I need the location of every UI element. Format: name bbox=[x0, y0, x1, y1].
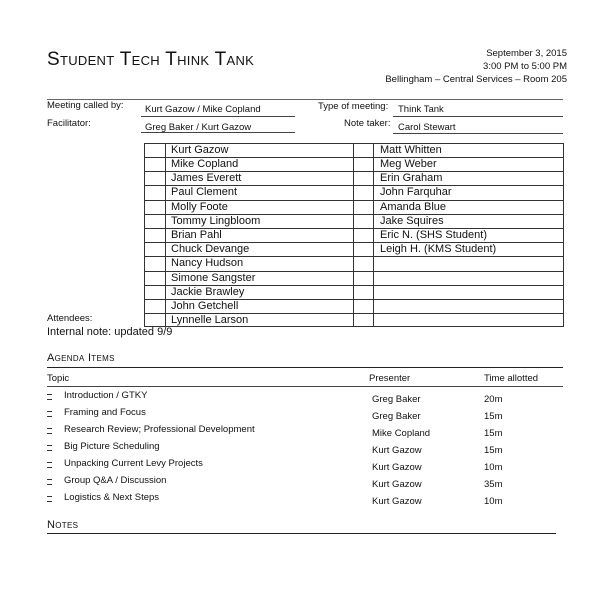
called-by-underline bbox=[141, 116, 295, 117]
attendee: Mike Copland bbox=[171, 158, 239, 170]
checkbox-icon bbox=[47, 428, 52, 434]
agenda-header-divider bbox=[47, 386, 563, 387]
type-underline bbox=[393, 116, 563, 117]
agenda-divider bbox=[47, 367, 563, 368]
meeting-date: September 3, 2015 bbox=[486, 48, 567, 59]
attendee: Amanda Blue bbox=[380, 201, 447, 213]
agenda-topic: Big Picture Scheduling bbox=[64, 441, 160, 452]
attendee: Matt Whitten bbox=[380, 144, 442, 156]
checkbox-icon bbox=[47, 462, 52, 468]
attendee: Jackie Brawley bbox=[171, 286, 245, 298]
meeting-time: 3:00 PM to 5:00 PM bbox=[483, 61, 567, 72]
checkbox-icon bbox=[47, 479, 52, 485]
agenda-topic: Logistics & Next Steps bbox=[64, 492, 160, 503]
agenda-presenter: Greg Baker bbox=[372, 394, 421, 405]
agenda-heading: Agenda Items bbox=[47, 352, 115, 364]
agenda-presenter: Mike Copland bbox=[372, 428, 431, 439]
attendee: Molly Foote bbox=[171, 201, 228, 213]
agenda-topic: Introduction / GTKY bbox=[64, 390, 148, 401]
notes-heading: Notes bbox=[47, 519, 79, 531]
checkbox-icon bbox=[47, 496, 52, 502]
agenda-topic: Group Q&A / Discussion bbox=[64, 475, 167, 486]
agenda-presenter: Kurt Gazow bbox=[372, 496, 422, 507]
time-column-header: Time allotted bbox=[484, 373, 539, 384]
notes-divider bbox=[47, 533, 556, 534]
agenda-topic: Research Review; Professional Development bbox=[64, 424, 255, 435]
agenda-time: 10m bbox=[484, 462, 503, 473]
internal-note: Internal note: updated 9/9 bbox=[47, 326, 173, 338]
attendee: Lynnelle Larson bbox=[171, 314, 249, 326]
agenda-topic: Framing and Focus bbox=[64, 407, 146, 418]
checkbox-icon bbox=[47, 411, 52, 417]
attendee: Erin Graham bbox=[380, 172, 443, 184]
called-by-label: Meeting called by: bbox=[47, 100, 124, 111]
checkbox-icon bbox=[47, 445, 52, 451]
attendee: Chuck Devange bbox=[171, 243, 250, 255]
attendee: Jake Squires bbox=[380, 215, 444, 227]
page-title: Student Tech Think Tank bbox=[47, 49, 255, 70]
attendee: Nancy Hudson bbox=[171, 257, 244, 269]
attendee: Kurt Gazow bbox=[171, 144, 229, 156]
type-label: Type of meeting: bbox=[318, 101, 389, 112]
agenda-time: 15m bbox=[484, 411, 503, 422]
agenda-time: 15m bbox=[484, 445, 503, 456]
note-taker-value: Carol Stewart bbox=[398, 122, 456, 133]
attendees-label: Attendees: bbox=[47, 313, 93, 324]
header-divider bbox=[47, 99, 563, 100]
checkbox-icon bbox=[47, 394, 52, 400]
agenda-presenter: Greg Baker bbox=[372, 411, 421, 422]
meeting-location: Bellingham – Central Services – Room 205 bbox=[385, 74, 567, 85]
attendee: Brian Pahl bbox=[171, 229, 222, 241]
agenda-presenter: Kurt Gazow bbox=[372, 445, 422, 456]
attendee: Eric N. (SHS Student) bbox=[380, 229, 487, 241]
attendees-table bbox=[144, 143, 564, 327]
attendee: Paul Clement bbox=[171, 186, 238, 198]
attendee: Simone Sangster bbox=[171, 272, 256, 284]
type-value: Think Tank bbox=[398, 104, 444, 115]
facilitator-label: Facilitator: bbox=[47, 118, 91, 129]
agenda-time: 35m bbox=[484, 479, 503, 490]
agenda-topic: Unpacking Current Levy Projects bbox=[64, 458, 203, 469]
agenda-presenter: Kurt Gazow bbox=[372, 479, 422, 490]
called-by-value: Kurt Gazow / Mike Copland bbox=[145, 104, 261, 115]
attendee: Meg Weber bbox=[380, 158, 437, 170]
presenter-column-header: Presenter bbox=[369, 373, 411, 384]
attendee: James Everett bbox=[171, 172, 242, 184]
facilitator-value: Greg Baker / Kurt Gazow bbox=[145, 122, 252, 133]
topic-column-header: Topic bbox=[47, 373, 70, 384]
agenda-time: 15m bbox=[484, 428, 503, 439]
note-taker-underline bbox=[393, 133, 563, 134]
attendee: John Getchell bbox=[171, 300, 239, 312]
attendee: Leigh H. (KMS Student) bbox=[380, 243, 497, 255]
attendee: Tommy Lingbloom bbox=[171, 215, 261, 227]
agenda-time: 20m bbox=[484, 394, 503, 405]
note-taker-label: Note taker: bbox=[344, 118, 391, 129]
agenda-time: 10m bbox=[484, 496, 503, 507]
attendee: John Farquhar bbox=[380, 186, 452, 198]
agenda-presenter: Kurt Gazow bbox=[372, 462, 422, 473]
facilitator-underline bbox=[141, 132, 295, 133]
